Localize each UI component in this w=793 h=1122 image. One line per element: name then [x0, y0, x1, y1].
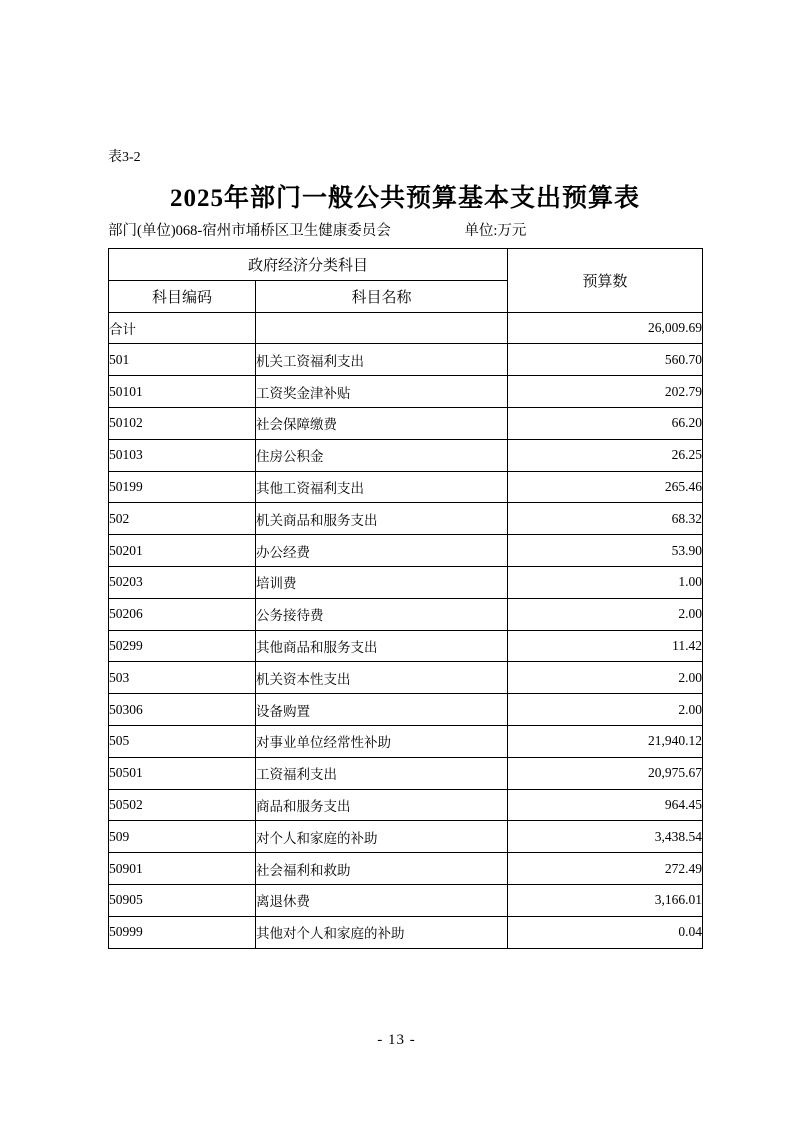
cell-code: 50905 [109, 884, 256, 916]
cell-name: 其他对个人和家庭的补助 [256, 916, 508, 948]
cell-name: 商品和服务支出 [256, 789, 508, 821]
cell-name: 离退休费 [256, 884, 508, 916]
cell-code: 509 [109, 821, 256, 853]
cell-amount: 53.90 [508, 535, 703, 567]
table-body [109, 312, 703, 948]
cell-code: 50199 [109, 471, 256, 503]
cell-code: 50103 [109, 439, 256, 471]
cell-amount: 964.45 [508, 789, 703, 821]
budget-table [108, 248, 703, 949]
cell-code: 505 [109, 725, 256, 757]
subheader-line [108, 219, 702, 240]
cell-amount: 560.70 [508, 344, 703, 376]
cell-code: 50203 [109, 566, 256, 598]
table-row [109, 789, 703, 821]
cell-code: 50999 [109, 916, 256, 948]
cell-name: 工资奖金津补贴 [256, 376, 508, 408]
cell-amount: 265.46 [508, 471, 703, 503]
cell-code: 503 [109, 662, 256, 694]
cell-amount: 0.04 [508, 916, 703, 948]
cell-code: 50501 [109, 757, 256, 789]
cell-amount: 2.00 [508, 598, 703, 630]
table-header-row-1 [109, 249, 703, 281]
cell-amount: 66.20 [508, 407, 703, 439]
cell-name: 社会保障缴费 [256, 407, 508, 439]
cell-code: 50101 [109, 376, 256, 408]
cell-name: 公务接待费 [256, 598, 508, 630]
column-header-amount: 预算数 [508, 249, 703, 313]
table-header [109, 249, 703, 313]
table-row [109, 312, 703, 344]
cell-name: 工资福利支出 [256, 757, 508, 789]
table-row [109, 503, 703, 535]
cell-amount: 11.42 [508, 630, 703, 662]
cell-name: 对事业单位经常性补助 [256, 725, 508, 757]
cell-name [256, 312, 508, 344]
cell-name: 其他工资福利支出 [256, 471, 508, 503]
cell-name: 其他商品和服务支出 [256, 630, 508, 662]
cell-amount: 26,009.69 [508, 312, 703, 344]
cell-amount: 26.25 [508, 439, 703, 471]
column-header-name: 科目名称 [256, 280, 508, 312]
cell-code: 502 [109, 503, 256, 535]
cell-amount: 272.49 [508, 853, 703, 885]
table-row [109, 439, 703, 471]
table-row [109, 853, 703, 885]
cell-amount: 21,940.12 [508, 725, 703, 757]
table-row [109, 916, 703, 948]
table-row [109, 884, 703, 916]
table-row [109, 630, 703, 662]
cell-name: 办公经费 [256, 535, 508, 567]
cell-code: 501 [109, 344, 256, 376]
cell-code: 50306 [109, 694, 256, 726]
table-row [109, 566, 703, 598]
table-row [109, 535, 703, 567]
table-row [109, 821, 703, 853]
table-row [109, 757, 703, 789]
column-header-code: 科目编码 [109, 280, 256, 312]
cell-amount: 20,975.67 [508, 757, 703, 789]
cell-name: 设备购置 [256, 694, 508, 726]
cell-amount: 3,438.54 [508, 821, 703, 853]
table-row [109, 407, 703, 439]
cell-name: 机关工资福利支出 [256, 344, 508, 376]
cell-code: 50502 [109, 789, 256, 821]
cell-code: 合计 [109, 312, 256, 344]
cell-code: 50102 [109, 407, 256, 439]
page-number: - 13 - [377, 1032, 416, 1048]
cell-amount: 202.79 [508, 376, 703, 408]
table-row [109, 725, 703, 757]
department-name: 部门(单位)068-宿州市埇桥区卫生健康委员会 [108, 223, 391, 239]
currency-unit: 单位:万元 [464, 223, 527, 239]
cell-code: 50206 [109, 598, 256, 630]
cell-name: 对个人和家庭的补助 [256, 821, 508, 853]
table-row [109, 598, 703, 630]
table-row [109, 344, 703, 376]
cell-amount: 3,166.01 [508, 884, 703, 916]
cell-code: 50201 [109, 535, 256, 567]
cell-name: 住房公积金 [256, 439, 508, 471]
cell-amount: 1.00 [508, 566, 703, 598]
cell-name: 机关资本性支出 [256, 662, 508, 694]
cell-amount: 68.32 [508, 503, 703, 535]
table-row [109, 376, 703, 408]
cell-code: 50299 [109, 630, 256, 662]
cell-name: 机关商品和服务支出 [256, 503, 508, 535]
table-row [109, 694, 703, 726]
group-header-economic-classification: 政府经济分类科目 [109, 249, 508, 281]
cell-amount: 2.00 [508, 662, 703, 694]
table-row [109, 662, 703, 694]
cell-name: 培训费 [256, 566, 508, 598]
cell-amount: 2.00 [508, 694, 703, 726]
table-row [109, 471, 703, 503]
table-label: 表3-2 [108, 150, 141, 165]
cell-code: 50901 [109, 853, 256, 885]
page-title: 2025年部门一般公共预算基本支出预算表 [169, 185, 640, 212]
cell-name: 社会福利和救助 [256, 853, 508, 885]
